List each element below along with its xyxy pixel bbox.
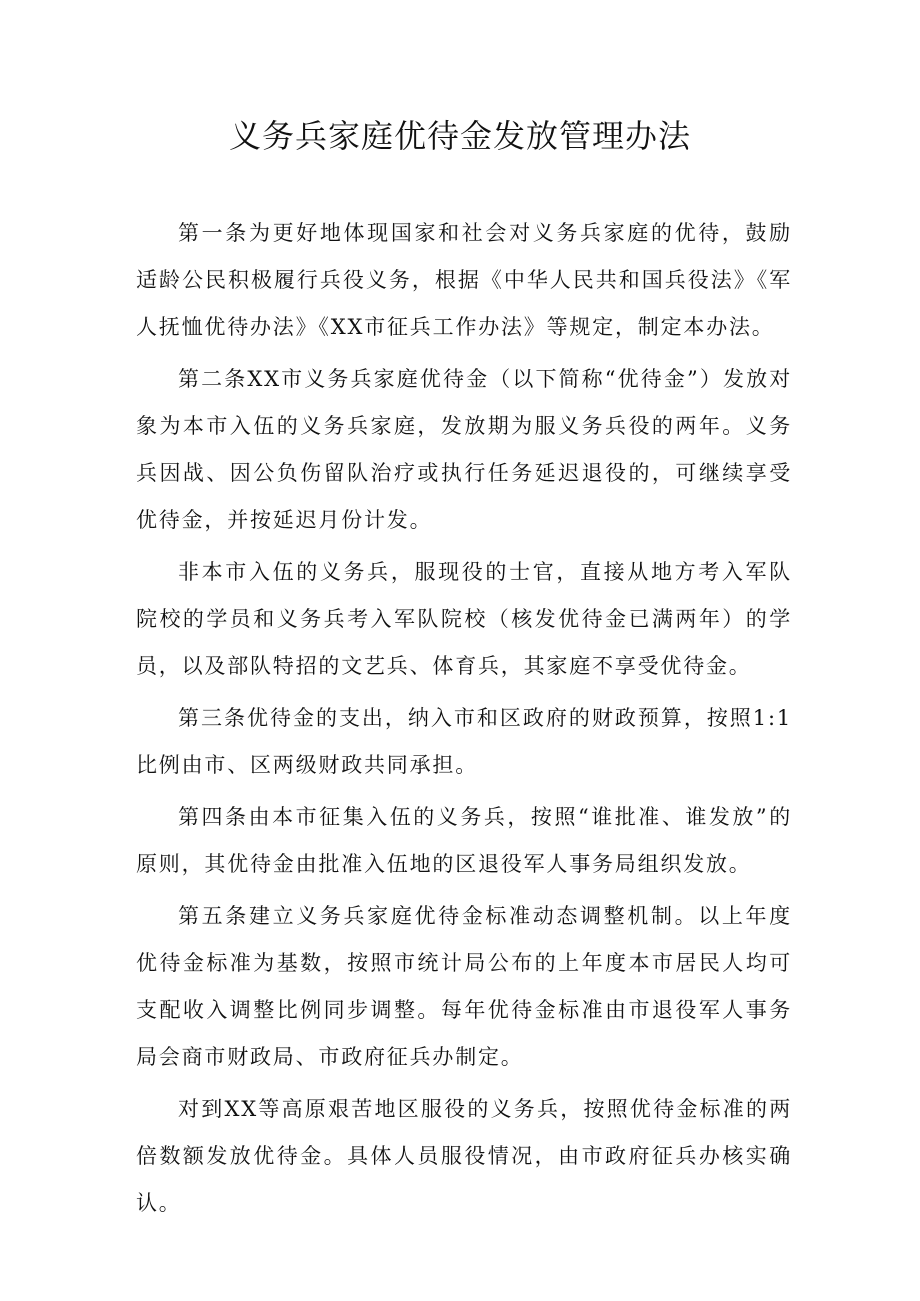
paragraph-article-5-plateau: 对到XX等高原艰苦地区服役的义务兵，按照优待金标准的两倍数额发放优待金。具体人员服役情况，由市政府征兵办核实确认。	[136, 1097, 792, 1215]
paragraph-article-2-exclusions: 非本市入伍的义务兵，服现役的士官，直接从地方考入军队院校的学员和义务兵考入军队院校（核发优待金已满两年）的学员，以及部队特招的文艺兵、体育兵，其家庭不享受优待金。	[136, 560, 792, 678]
document-body	[136, 210, 792, 1232]
paragraph-article-1: 第一条为更好地体现国家和社会对义务兵家庭的优待，鼓励适龄公民积极履行兵役义务，根据《中华人民共和国兵役法》《军人抚恤优待办法》《XX市征兵工作办法》等规定，制定本办法。	[136, 221, 792, 339]
paragraph-article-3: 第三条优待金的支出，纳入市和区政府的财政预算，按照1:1比例由市、区两级财政共同承担。	[136, 706, 792, 777]
paragraph-article-2: 第二条XX市义务兵家庭优待金（以下简称“优待金”）发放对象为本市入伍的义务兵家庭，发放期为服义务兵役的两年。义务兵因战、因公负伤留队治疗或执行任务延迟退役的，可继续享受优待金，并按延迟月份计发。	[136, 367, 792, 532]
document-title: 义务兵家庭优待金发放管理办法	[228, 117, 691, 155]
paragraph-article-4: 第四条由本市征集入伍的义务兵，按照“谁批准、谁发放”的原则，其优待金由批准入伍地的区退役军人事务局组织发放。	[136, 805, 792, 876]
paragraph-article-5: 第五条建立义务兵家庭优待金标准动态调整机制。以上年度优待金标准为基数，按照市统计局公布的上年度本市居民人均可支配收入调整比例同步调整。每年优待金标准由市退役军人事务局会商市财政局、市政府征兵办制定。	[136, 904, 792, 1069]
